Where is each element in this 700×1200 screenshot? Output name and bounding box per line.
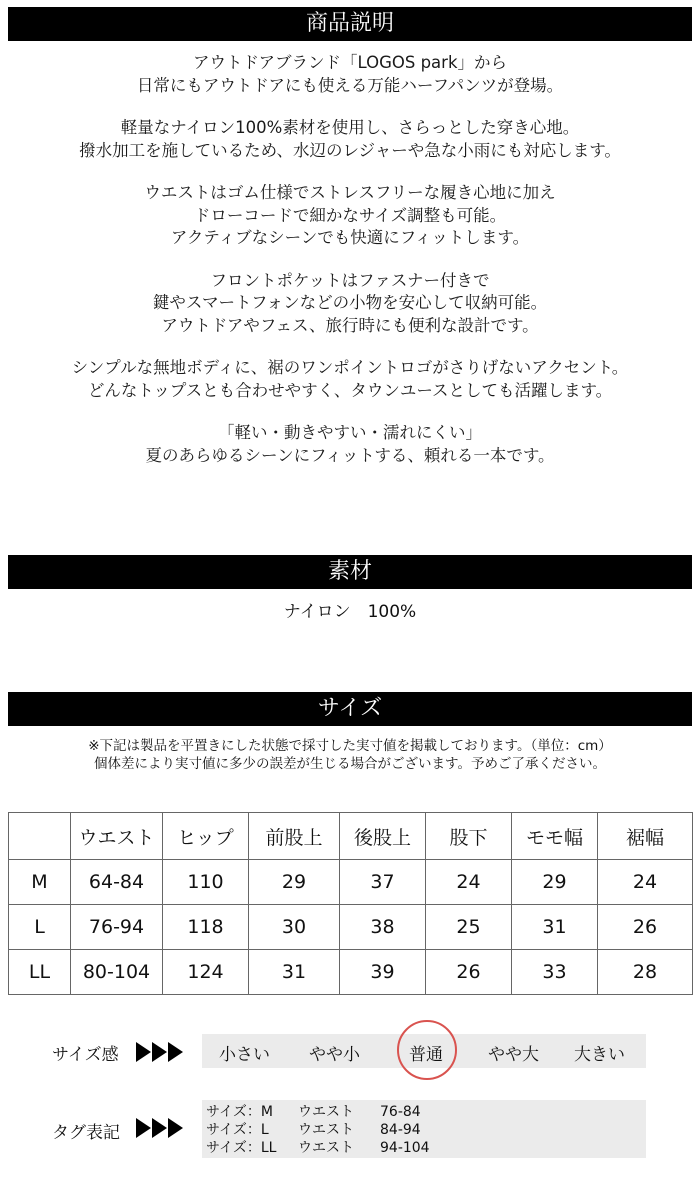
- description-paragraph: [8, 270, 692, 338]
- tag-size: サイズ：M: [206, 1104, 273, 1120]
- table-cell: 31: [249, 950, 340, 995]
- table-cell: 30: [249, 905, 340, 950]
- table-cell: 24: [598, 860, 693, 905]
- table-row: [9, 950, 693, 995]
- description-line: 撥水加工を施しているため、水辺のレジャーや急な小雨にも対応します。: [79, 140, 621, 160]
- table-cell: 37: [340, 860, 426, 905]
- tag-row: [206, 1139, 430, 1157]
- description-line: フロントポケットはファスナー付きで: [210, 270, 490, 290]
- description-line: 日常にもアウトドアにも使える万能ハーフパンツが登場。: [136, 75, 564, 95]
- size-feel-option: 大きい: [574, 1045, 625, 1065]
- table-cell: 26: [598, 905, 693, 950]
- table-cell: 28: [598, 950, 693, 995]
- table-cell: L: [9, 905, 71, 950]
- tag-row: [206, 1121, 421, 1139]
- table-cell: 31: [512, 905, 598, 950]
- tag-measure: ウエスト: [298, 1122, 354, 1138]
- table-cell: LL: [9, 950, 71, 995]
- description-line: ウエストはゴム仕様でストレスフリーな履き心地に加え: [144, 183, 556, 202]
- description-line: 「軽い・動きやすい・濡れにくい」: [218, 423, 482, 442]
- table-cell: 26: [426, 950, 512, 995]
- table-cell: 76-94: [71, 905, 163, 950]
- table-cell: 110: [163, 860, 249, 905]
- size-feel-option: やや小: [309, 1045, 360, 1065]
- tag-row: [206, 1103, 421, 1121]
- table-cell: 80-104: [71, 950, 163, 995]
- description-line: 鍵やスマートフォンなどの小物を安心して収納可能。: [152, 293, 548, 312]
- table-row: [9, 905, 693, 950]
- tag-measure: ウエスト: [298, 1104, 354, 1120]
- table-header-cell: 裾幅: [598, 813, 693, 860]
- arrow-right-icon: [168, 1118, 183, 1138]
- table-row: [9, 860, 693, 905]
- table-cell: 33: [512, 950, 598, 995]
- tag-value: 94-104: [380, 1140, 430, 1156]
- table-cell: 25: [426, 905, 512, 950]
- arrow-right-icon: [136, 1042, 151, 1062]
- tag-size: サイズ：L: [206, 1122, 269, 1138]
- table-cell: 38: [340, 905, 426, 950]
- size-table: [8, 812, 693, 995]
- description-line: 軽量なナイロン100%素材を使用し、さらっとした穿き心地。: [120, 118, 580, 137]
- tag-value: 76-84: [380, 1104, 421, 1120]
- tag-arrows: [136, 1118, 183, 1138]
- table-header-row: [9, 813, 693, 860]
- description-paragraph: [8, 422, 692, 467]
- table-header-cell: 股下: [426, 813, 512, 860]
- size-feel-option: やや大: [488, 1045, 539, 1065]
- size-note: [8, 737, 692, 773]
- size-feel-option: 小さい: [219, 1045, 270, 1065]
- size-feel-label: サイズ感: [52, 1045, 119, 1065]
- table-cell: 64-84: [71, 860, 163, 905]
- description-paragraph: [8, 357, 692, 402]
- description-line: アウトドアブランド「LOGOS park」から: [192, 53, 507, 72]
- size-feel-arrows: [136, 1042, 183, 1062]
- description-paragraph: [8, 182, 692, 250]
- tag-size: サイズ：LL: [206, 1140, 277, 1156]
- table-header-cell: 前股上: [249, 813, 340, 860]
- arrow-right-icon: [168, 1042, 183, 1062]
- product-description: [8, 52, 692, 487]
- description-line: アウトドアやフェス、旅行時にも便利な設計です。: [161, 315, 539, 335]
- size-note-line: ※下記は製品を平置きにした状態で採寸した実寸値を掲載しております。（単位：cm）: [88, 738, 612, 754]
- description-paragraph: [8, 52, 692, 97]
- section-header-size: サイズ: [8, 692, 692, 726]
- tag-value: 84-94: [380, 1122, 421, 1138]
- section-header-description: 商品説明: [8, 7, 692, 41]
- table-cell: 118: [163, 905, 249, 950]
- table-cell: 124: [163, 950, 249, 995]
- description-paragraph: [8, 117, 692, 162]
- section-header-material: 素材: [8, 555, 692, 589]
- arrow-right-icon: [136, 1118, 151, 1138]
- table-cell: 29: [512, 860, 598, 905]
- description-line: シンプルな無地ボディに、裾のワンポイントロゴがさりげないアクセント。: [71, 358, 629, 377]
- material-value: ナイロン 100%: [283, 602, 417, 622]
- table-header-cell: ウエスト: [71, 813, 163, 860]
- tag-measure: ウエスト: [298, 1140, 354, 1156]
- selected-circle-marker: [397, 1020, 457, 1080]
- tag-label: タグ表記: [52, 1123, 120, 1143]
- table-cell: 24: [426, 860, 512, 905]
- size-note-line: 個体差により実寸値に多少の誤差が生じる場合がございます。予めご了承ください。: [94, 756, 606, 772]
- description-line: どんなトップスとも合わせやすく、タウンユースとしても活躍します。: [87, 380, 613, 400]
- size-feel-option-selected: 普通: [409, 1045, 443, 1065]
- table-header-cell: 後股上: [340, 813, 426, 860]
- description-line: ドローコードで細かなサイズ調整も可能。: [193, 205, 507, 225]
- table-cell: 29: [249, 860, 340, 905]
- arrow-right-icon: [152, 1042, 167, 1062]
- table-cell: M: [9, 860, 71, 905]
- table-cell: 39: [340, 950, 426, 995]
- table-header-cell: [9, 813, 71, 860]
- table-header-cell: ヒップ: [163, 813, 249, 860]
- description-line: 夏のあらゆるシーンにフィットする、頼れる一本です。: [145, 445, 555, 465]
- table-header-cell: モモ幅: [512, 813, 598, 860]
- description-line: アクティブなシーンでも快適にフィットします。: [170, 228, 530, 247]
- arrow-right-icon: [152, 1118, 167, 1138]
